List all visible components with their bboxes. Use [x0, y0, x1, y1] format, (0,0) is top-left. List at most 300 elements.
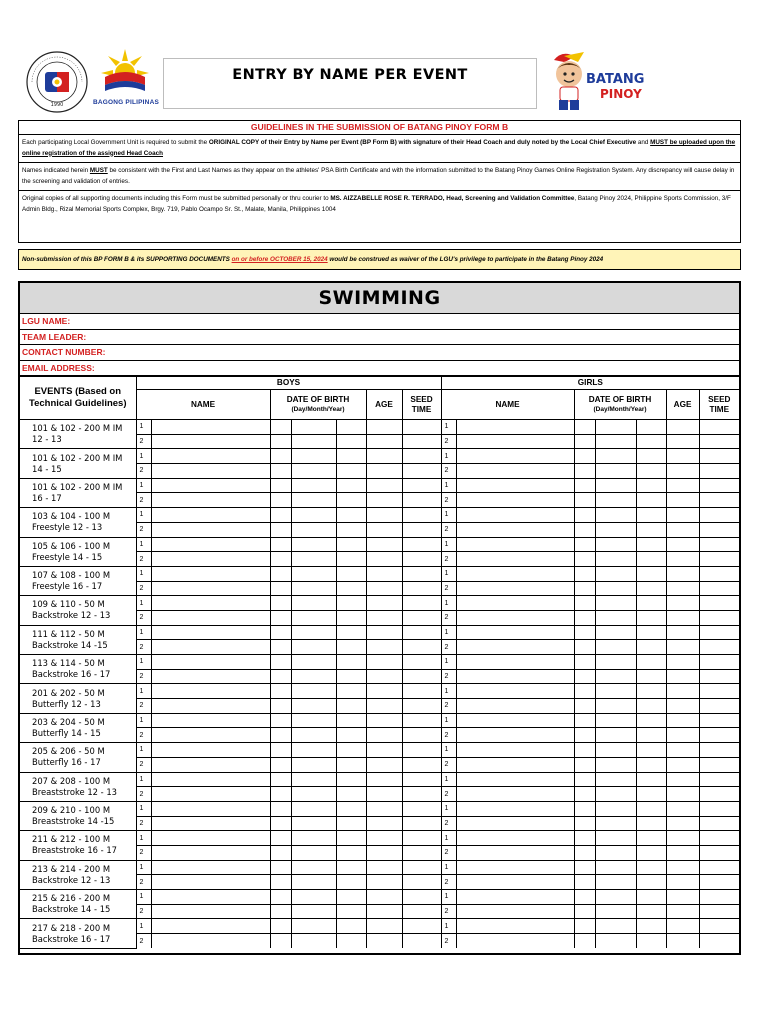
girls-dob-year-cell[interactable]	[636, 478, 666, 493]
girls-dob-day-cell[interactable]	[574, 919, 595, 934]
boys-age-cell[interactable]	[366, 860, 402, 875]
boys-name-cell[interactable]	[151, 596, 270, 611]
boys-age-cell[interactable]	[366, 581, 402, 596]
girls-dob-month-cell[interactable]	[595, 566, 636, 581]
boys-dob-day-cell[interactable]	[270, 566, 291, 581]
girls-dob-month-cell[interactable]	[595, 581, 636, 596]
boys-dob-year-cell[interactable]	[336, 610, 366, 625]
boys-dob-day-cell[interactable]	[270, 801, 291, 816]
girls-age-cell[interactable]	[666, 449, 699, 464]
boys-seed-time-cell[interactable]	[402, 890, 441, 905]
girls-dob-day-cell[interactable]	[574, 787, 595, 802]
girls-name-cell[interactable]	[456, 434, 574, 449]
girls-dob-year-cell[interactable]	[636, 904, 666, 919]
girls-dob-year-cell[interactable]	[636, 596, 666, 611]
girls-seed-time-cell[interactable]	[699, 787, 739, 802]
girls-dob-day-cell[interactable]	[574, 522, 595, 537]
girls-dob-month-cell[interactable]	[595, 420, 636, 435]
girls-seed-time-cell[interactable]	[699, 566, 739, 581]
boys-seed-time-cell[interactable]	[402, 449, 441, 464]
girls-seed-time-cell[interactable]	[699, 596, 739, 611]
girls-dob-day-cell[interactable]	[574, 831, 595, 846]
boys-seed-time-cell[interactable]	[402, 434, 441, 449]
boys-age-cell[interactable]	[366, 801, 402, 816]
boys-dob-day-cell[interactable]	[270, 904, 291, 919]
girls-seed-time-cell[interactable]	[699, 464, 739, 479]
boys-dob-month-cell[interactable]	[291, 478, 336, 493]
boys-dob-month-cell[interactable]	[291, 801, 336, 816]
girls-age-cell[interactable]	[666, 934, 699, 949]
girls-dob-year-cell[interactable]	[636, 728, 666, 743]
boys-dob-day-cell[interactable]	[270, 831, 291, 846]
boys-name-cell[interactable]	[151, 831, 270, 846]
boys-dob-year-cell[interactable]	[336, 581, 366, 596]
boys-name-cell[interactable]	[151, 552, 270, 567]
boys-name-cell[interactable]	[151, 449, 270, 464]
girls-dob-day-cell[interactable]	[574, 772, 595, 787]
girls-dob-year-cell[interactable]	[636, 522, 666, 537]
girls-name-cell[interactable]	[456, 845, 574, 860]
girls-dob-month-cell[interactable]	[595, 684, 636, 699]
boys-dob-year-cell[interactable]	[336, 919, 366, 934]
boys-seed-time-cell[interactable]	[402, 801, 441, 816]
boys-age-cell[interactable]	[366, 934, 402, 949]
girls-dob-day-cell[interactable]	[574, 493, 595, 508]
girls-dob-day-cell[interactable]	[574, 890, 595, 905]
girls-seed-time-cell[interactable]	[699, 757, 739, 772]
girls-dob-month-cell[interactable]	[595, 757, 636, 772]
boys-dob-month-cell[interactable]	[291, 713, 336, 728]
girls-age-cell[interactable]	[666, 493, 699, 508]
boys-seed-time-cell[interactable]	[402, 772, 441, 787]
boys-dob-year-cell[interactable]	[336, 757, 366, 772]
girls-name-cell[interactable]	[456, 904, 574, 919]
boys-dob-month-cell[interactable]	[291, 669, 336, 684]
girls-dob-year-cell[interactable]	[636, 449, 666, 464]
email-address-field[interactable]: EMAIL ADDRESS:	[20, 361, 739, 377]
girls-seed-time-cell[interactable]	[699, 860, 739, 875]
girls-dob-month-cell[interactable]	[595, 875, 636, 890]
boys-dob-month-cell[interactable]	[291, 860, 336, 875]
girls-dob-year-cell[interactable]	[636, 566, 666, 581]
girls-seed-time-cell[interactable]	[699, 875, 739, 890]
lgu-name-field[interactable]: LGU NAME:	[20, 314, 739, 330]
girls-seed-time-cell[interactable]	[699, 904, 739, 919]
girls-dob-year-cell[interactable]	[636, 919, 666, 934]
girls-name-cell[interactable]	[456, 757, 574, 772]
boys-dob-year-cell[interactable]	[336, 875, 366, 890]
girls-dob-day-cell[interactable]	[574, 434, 595, 449]
boys-name-cell[interactable]	[151, 464, 270, 479]
girls-name-cell[interactable]	[456, 640, 574, 655]
girls-dob-month-cell[interactable]	[595, 743, 636, 758]
girls-dob-month-cell[interactable]	[595, 434, 636, 449]
boys-dob-month-cell[interactable]	[291, 610, 336, 625]
girls-age-cell[interactable]	[666, 860, 699, 875]
boys-dob-month-cell[interactable]	[291, 434, 336, 449]
girls-name-cell[interactable]	[456, 787, 574, 802]
boys-seed-time-cell[interactable]	[402, 552, 441, 567]
boys-name-cell[interactable]	[151, 566, 270, 581]
boys-dob-day-cell[interactable]	[270, 757, 291, 772]
boys-dob-month-cell[interactable]	[291, 655, 336, 670]
boys-name-cell[interactable]	[151, 772, 270, 787]
girls-name-cell[interactable]	[456, 669, 574, 684]
boys-seed-time-cell[interactable]	[402, 934, 441, 949]
boys-dob-year-cell[interactable]	[336, 434, 366, 449]
boys-age-cell[interactable]	[366, 537, 402, 552]
girls-name-cell[interactable]	[456, 919, 574, 934]
boys-dob-day-cell[interactable]	[270, 743, 291, 758]
boys-dob-year-cell[interactable]	[336, 537, 366, 552]
boys-name-cell[interactable]	[151, 757, 270, 772]
boys-dob-day-cell[interactable]	[270, 845, 291, 860]
boys-name-cell[interactable]	[151, 669, 270, 684]
boys-name-cell[interactable]	[151, 904, 270, 919]
boys-seed-time-cell[interactable]	[402, 816, 441, 831]
boys-seed-time-cell[interactable]	[402, 699, 441, 714]
girls-name-cell[interactable]	[456, 537, 574, 552]
girls-dob-year-cell[interactable]	[636, 801, 666, 816]
boys-seed-time-cell[interactable]	[402, 743, 441, 758]
boys-dob-year-cell[interactable]	[336, 831, 366, 846]
boys-seed-time-cell[interactable]	[402, 625, 441, 640]
girls-dob-month-cell[interactable]	[595, 610, 636, 625]
boys-name-cell[interactable]	[151, 890, 270, 905]
girls-age-cell[interactable]	[666, 434, 699, 449]
girls-seed-time-cell[interactable]	[699, 890, 739, 905]
girls-dob-month-cell[interactable]	[595, 449, 636, 464]
girls-dob-year-cell[interactable]	[636, 434, 666, 449]
girls-dob-month-cell[interactable]	[595, 728, 636, 743]
girls-name-cell[interactable]	[456, 860, 574, 875]
boys-name-cell[interactable]	[151, 816, 270, 831]
girls-name-cell[interactable]	[456, 449, 574, 464]
boys-seed-time-cell[interactable]	[402, 596, 441, 611]
boys-dob-year-cell[interactable]	[336, 464, 366, 479]
boys-dob-year-cell[interactable]	[336, 640, 366, 655]
girls-dob-year-cell[interactable]	[636, 713, 666, 728]
boys-dob-year-cell[interactable]	[336, 904, 366, 919]
girls-seed-time-cell[interactable]	[699, 655, 739, 670]
boys-name-cell[interactable]	[151, 420, 270, 435]
girls-dob-day-cell[interactable]	[574, 581, 595, 596]
boys-dob-year-cell[interactable]	[336, 772, 366, 787]
girls-dob-day-cell[interactable]	[574, 508, 595, 523]
boys-age-cell[interactable]	[366, 596, 402, 611]
girls-seed-time-cell[interactable]	[699, 522, 739, 537]
boys-dob-day-cell[interactable]	[270, 478, 291, 493]
boys-dob-year-cell[interactable]	[336, 449, 366, 464]
girls-seed-time-cell[interactable]	[699, 449, 739, 464]
boys-dob-year-cell[interactable]	[336, 801, 366, 816]
girls-dob-month-cell[interactable]	[595, 493, 636, 508]
boys-age-cell[interactable]	[366, 757, 402, 772]
girls-age-cell[interactable]	[666, 420, 699, 435]
girls-age-cell[interactable]	[666, 904, 699, 919]
boys-age-cell[interactable]	[366, 787, 402, 802]
boys-dob-day-cell[interactable]	[270, 816, 291, 831]
boys-seed-time-cell[interactable]	[402, 522, 441, 537]
boys-seed-time-cell[interactable]	[402, 713, 441, 728]
boys-name-cell[interactable]	[151, 684, 270, 699]
boys-dob-month-cell[interactable]	[291, 890, 336, 905]
boys-dob-year-cell[interactable]	[336, 508, 366, 523]
boys-dob-day-cell[interactable]	[270, 508, 291, 523]
boys-dob-year-cell[interactable]	[336, 934, 366, 949]
girls-dob-day-cell[interactable]	[574, 713, 595, 728]
boys-age-cell[interactable]	[366, 449, 402, 464]
boys-dob-day-cell[interactable]	[270, 728, 291, 743]
boys-dob-year-cell[interactable]	[336, 860, 366, 875]
boys-seed-time-cell[interactable]	[402, 860, 441, 875]
boys-dob-month-cell[interactable]	[291, 552, 336, 567]
girls-name-cell[interactable]	[456, 478, 574, 493]
girls-dob-month-cell[interactable]	[595, 772, 636, 787]
girls-dob-year-cell[interactable]	[636, 669, 666, 684]
girls-dob-month-cell[interactable]	[595, 787, 636, 802]
girls-dob-day-cell[interactable]	[574, 566, 595, 581]
girls-seed-time-cell[interactable]	[699, 640, 739, 655]
girls-dob-day-cell[interactable]	[574, 655, 595, 670]
boys-name-cell[interactable]	[151, 801, 270, 816]
girls-age-cell[interactable]	[666, 552, 699, 567]
boys-age-cell[interactable]	[366, 831, 402, 846]
girls-seed-time-cell[interactable]	[699, 552, 739, 567]
girls-seed-time-cell[interactable]	[699, 669, 739, 684]
girls-dob-month-cell[interactable]	[595, 904, 636, 919]
girls-dob-year-cell[interactable]	[636, 581, 666, 596]
girls-age-cell[interactable]	[666, 464, 699, 479]
boys-dob-month-cell[interactable]	[291, 522, 336, 537]
boys-dob-year-cell[interactable]	[336, 845, 366, 860]
girls-seed-time-cell[interactable]	[699, 934, 739, 949]
girls-age-cell[interactable]	[666, 625, 699, 640]
boys-name-cell[interactable]	[151, 743, 270, 758]
girls-age-cell[interactable]	[666, 875, 699, 890]
boys-dob-day-cell[interactable]	[270, 875, 291, 890]
girls-age-cell[interactable]	[666, 772, 699, 787]
boys-seed-time-cell[interactable]	[402, 478, 441, 493]
girls-age-cell[interactable]	[666, 581, 699, 596]
boys-dob-month-cell[interactable]	[291, 508, 336, 523]
boys-dob-day-cell[interactable]	[270, 610, 291, 625]
girls-age-cell[interactable]	[666, 845, 699, 860]
boys-seed-time-cell[interactable]	[402, 610, 441, 625]
boys-seed-time-cell[interactable]	[402, 831, 441, 846]
boys-dob-day-cell[interactable]	[270, 522, 291, 537]
girls-dob-year-cell[interactable]	[636, 684, 666, 699]
boys-dob-day-cell[interactable]	[270, 434, 291, 449]
girls-dob-day-cell[interactable]	[574, 449, 595, 464]
girls-seed-time-cell[interactable]	[699, 581, 739, 596]
girls-age-cell[interactable]	[666, 728, 699, 743]
boys-seed-time-cell[interactable]	[402, 508, 441, 523]
boys-dob-day-cell[interactable]	[270, 537, 291, 552]
girls-dob-day-cell[interactable]	[574, 596, 595, 611]
boys-age-cell[interactable]	[366, 728, 402, 743]
boys-dob-month-cell[interactable]	[291, 420, 336, 435]
girls-name-cell[interactable]	[456, 610, 574, 625]
girls-dob-day-cell[interactable]	[574, 420, 595, 435]
boys-age-cell[interactable]	[366, 655, 402, 670]
boys-dob-month-cell[interactable]	[291, 831, 336, 846]
boys-dob-month-cell[interactable]	[291, 875, 336, 890]
girls-dob-year-cell[interactable]	[636, 816, 666, 831]
girls-dob-month-cell[interactable]	[595, 831, 636, 846]
boys-dob-month-cell[interactable]	[291, 625, 336, 640]
boys-dob-year-cell[interactable]	[336, 743, 366, 758]
girls-seed-time-cell[interactable]	[699, 493, 739, 508]
girls-seed-time-cell[interactable]	[699, 537, 739, 552]
boys-dob-day-cell[interactable]	[270, 699, 291, 714]
girls-dob-year-cell[interactable]	[636, 875, 666, 890]
boys-name-cell[interactable]	[151, 655, 270, 670]
girls-seed-time-cell[interactable]	[699, 919, 739, 934]
boys-dob-year-cell[interactable]	[336, 890, 366, 905]
girls-dob-year-cell[interactable]	[636, 508, 666, 523]
girls-name-cell[interactable]	[456, 831, 574, 846]
boys-name-cell[interactable]	[151, 625, 270, 640]
girls-age-cell[interactable]	[666, 537, 699, 552]
girls-dob-month-cell[interactable]	[595, 890, 636, 905]
girls-name-cell[interactable]	[456, 684, 574, 699]
boys-dob-year-cell[interactable]	[336, 669, 366, 684]
boys-age-cell[interactable]	[366, 816, 402, 831]
girls-dob-year-cell[interactable]	[636, 420, 666, 435]
girls-name-cell[interactable]	[456, 552, 574, 567]
boys-seed-time-cell[interactable]	[402, 464, 441, 479]
boys-seed-time-cell[interactable]	[402, 420, 441, 435]
girls-name-cell[interactable]	[456, 522, 574, 537]
girls-name-cell[interactable]	[456, 801, 574, 816]
boys-dob-day-cell[interactable]	[270, 449, 291, 464]
girls-age-cell[interactable]	[666, 655, 699, 670]
girls-dob-month-cell[interactable]	[595, 522, 636, 537]
boys-dob-month-cell[interactable]	[291, 596, 336, 611]
boys-age-cell[interactable]	[366, 464, 402, 479]
girls-dob-day-cell[interactable]	[574, 478, 595, 493]
girls-dob-year-cell[interactable]	[636, 537, 666, 552]
boys-dob-year-cell[interactable]	[336, 655, 366, 670]
girls-dob-year-cell[interactable]	[636, 464, 666, 479]
boys-dob-day-cell[interactable]	[270, 934, 291, 949]
boys-seed-time-cell[interactable]	[402, 728, 441, 743]
boys-name-cell[interactable]	[151, 581, 270, 596]
boys-dob-day-cell[interactable]	[270, 581, 291, 596]
girls-name-cell[interactable]	[456, 713, 574, 728]
girls-dob-year-cell[interactable]	[636, 699, 666, 714]
boys-dob-month-cell[interactable]	[291, 449, 336, 464]
girls-age-cell[interactable]	[666, 816, 699, 831]
boys-seed-time-cell[interactable]	[402, 669, 441, 684]
girls-dob-year-cell[interactable]	[636, 625, 666, 640]
girls-dob-day-cell[interactable]	[574, 625, 595, 640]
girls-dob-year-cell[interactable]	[636, 655, 666, 670]
girls-name-cell[interactable]	[456, 508, 574, 523]
boys-dob-day-cell[interactable]	[270, 772, 291, 787]
girls-seed-time-cell[interactable]	[699, 816, 739, 831]
boys-dob-year-cell[interactable]	[336, 816, 366, 831]
girls-dob-month-cell[interactable]	[595, 640, 636, 655]
girls-dob-day-cell[interactable]	[574, 537, 595, 552]
boys-seed-time-cell[interactable]	[402, 566, 441, 581]
girls-dob-day-cell[interactable]	[574, 684, 595, 699]
boys-age-cell[interactable]	[366, 610, 402, 625]
contact-number-field[interactable]: CONTACT NUMBER:	[20, 345, 739, 361]
girls-name-cell[interactable]	[456, 566, 574, 581]
girls-seed-time-cell[interactable]	[699, 434, 739, 449]
girls-dob-month-cell[interactable]	[595, 537, 636, 552]
girls-dob-year-cell[interactable]	[636, 860, 666, 875]
boys-age-cell[interactable]	[366, 566, 402, 581]
boys-age-cell[interactable]	[366, 772, 402, 787]
boys-age-cell[interactable]	[366, 713, 402, 728]
boys-dob-day-cell[interactable]	[270, 669, 291, 684]
girls-dob-month-cell[interactable]	[595, 508, 636, 523]
boys-dob-year-cell[interactable]	[336, 728, 366, 743]
girls-name-cell[interactable]	[456, 581, 574, 596]
boys-dob-month-cell[interactable]	[291, 728, 336, 743]
girls-dob-day-cell[interactable]	[574, 743, 595, 758]
boys-dob-day-cell[interactable]	[270, 919, 291, 934]
boys-age-cell[interactable]	[366, 743, 402, 758]
boys-name-cell[interactable]	[151, 610, 270, 625]
girls-dob-year-cell[interactable]	[636, 743, 666, 758]
boys-dob-month-cell[interactable]	[291, 581, 336, 596]
boys-seed-time-cell[interactable]	[402, 537, 441, 552]
boys-dob-day-cell[interactable]	[270, 890, 291, 905]
girls-seed-time-cell[interactable]	[699, 610, 739, 625]
girls-dob-year-cell[interactable]	[636, 640, 666, 655]
girls-age-cell[interactable]	[666, 566, 699, 581]
girls-seed-time-cell[interactable]	[699, 508, 739, 523]
girls-seed-time-cell[interactable]	[699, 801, 739, 816]
girls-age-cell[interactable]	[666, 610, 699, 625]
girls-dob-day-cell[interactable]	[574, 845, 595, 860]
girls-age-cell[interactable]	[666, 640, 699, 655]
boys-dob-month-cell[interactable]	[291, 757, 336, 772]
girls-name-cell[interactable]	[456, 596, 574, 611]
boys-age-cell[interactable]	[366, 434, 402, 449]
girls-age-cell[interactable]	[666, 478, 699, 493]
boys-name-cell[interactable]	[151, 919, 270, 934]
girls-dob-month-cell[interactable]	[595, 845, 636, 860]
girls-name-cell[interactable]	[456, 464, 574, 479]
girls-name-cell[interactable]	[456, 816, 574, 831]
girls-dob-month-cell[interactable]	[595, 816, 636, 831]
girls-dob-month-cell[interactable]	[595, 713, 636, 728]
boys-seed-time-cell[interactable]	[402, 904, 441, 919]
boys-dob-day-cell[interactable]	[270, 787, 291, 802]
girls-name-cell[interactable]	[456, 934, 574, 949]
boys-dob-month-cell[interactable]	[291, 684, 336, 699]
girls-dob-year-cell[interactable]	[636, 552, 666, 567]
girls-dob-day-cell[interactable]	[574, 669, 595, 684]
boys-name-cell[interactable]	[151, 845, 270, 860]
boys-age-cell[interactable]	[366, 699, 402, 714]
girls-name-cell[interactable]	[456, 890, 574, 905]
girls-dob-year-cell[interactable]	[636, 787, 666, 802]
girls-dob-month-cell[interactable]	[595, 552, 636, 567]
girls-dob-month-cell[interactable]	[595, 655, 636, 670]
girls-age-cell[interactable]	[666, 890, 699, 905]
girls-age-cell[interactable]	[666, 508, 699, 523]
boys-dob-year-cell[interactable]	[336, 699, 366, 714]
boys-dob-year-cell[interactable]	[336, 787, 366, 802]
girls-age-cell[interactable]	[666, 669, 699, 684]
boys-dob-month-cell[interactable]	[291, 772, 336, 787]
